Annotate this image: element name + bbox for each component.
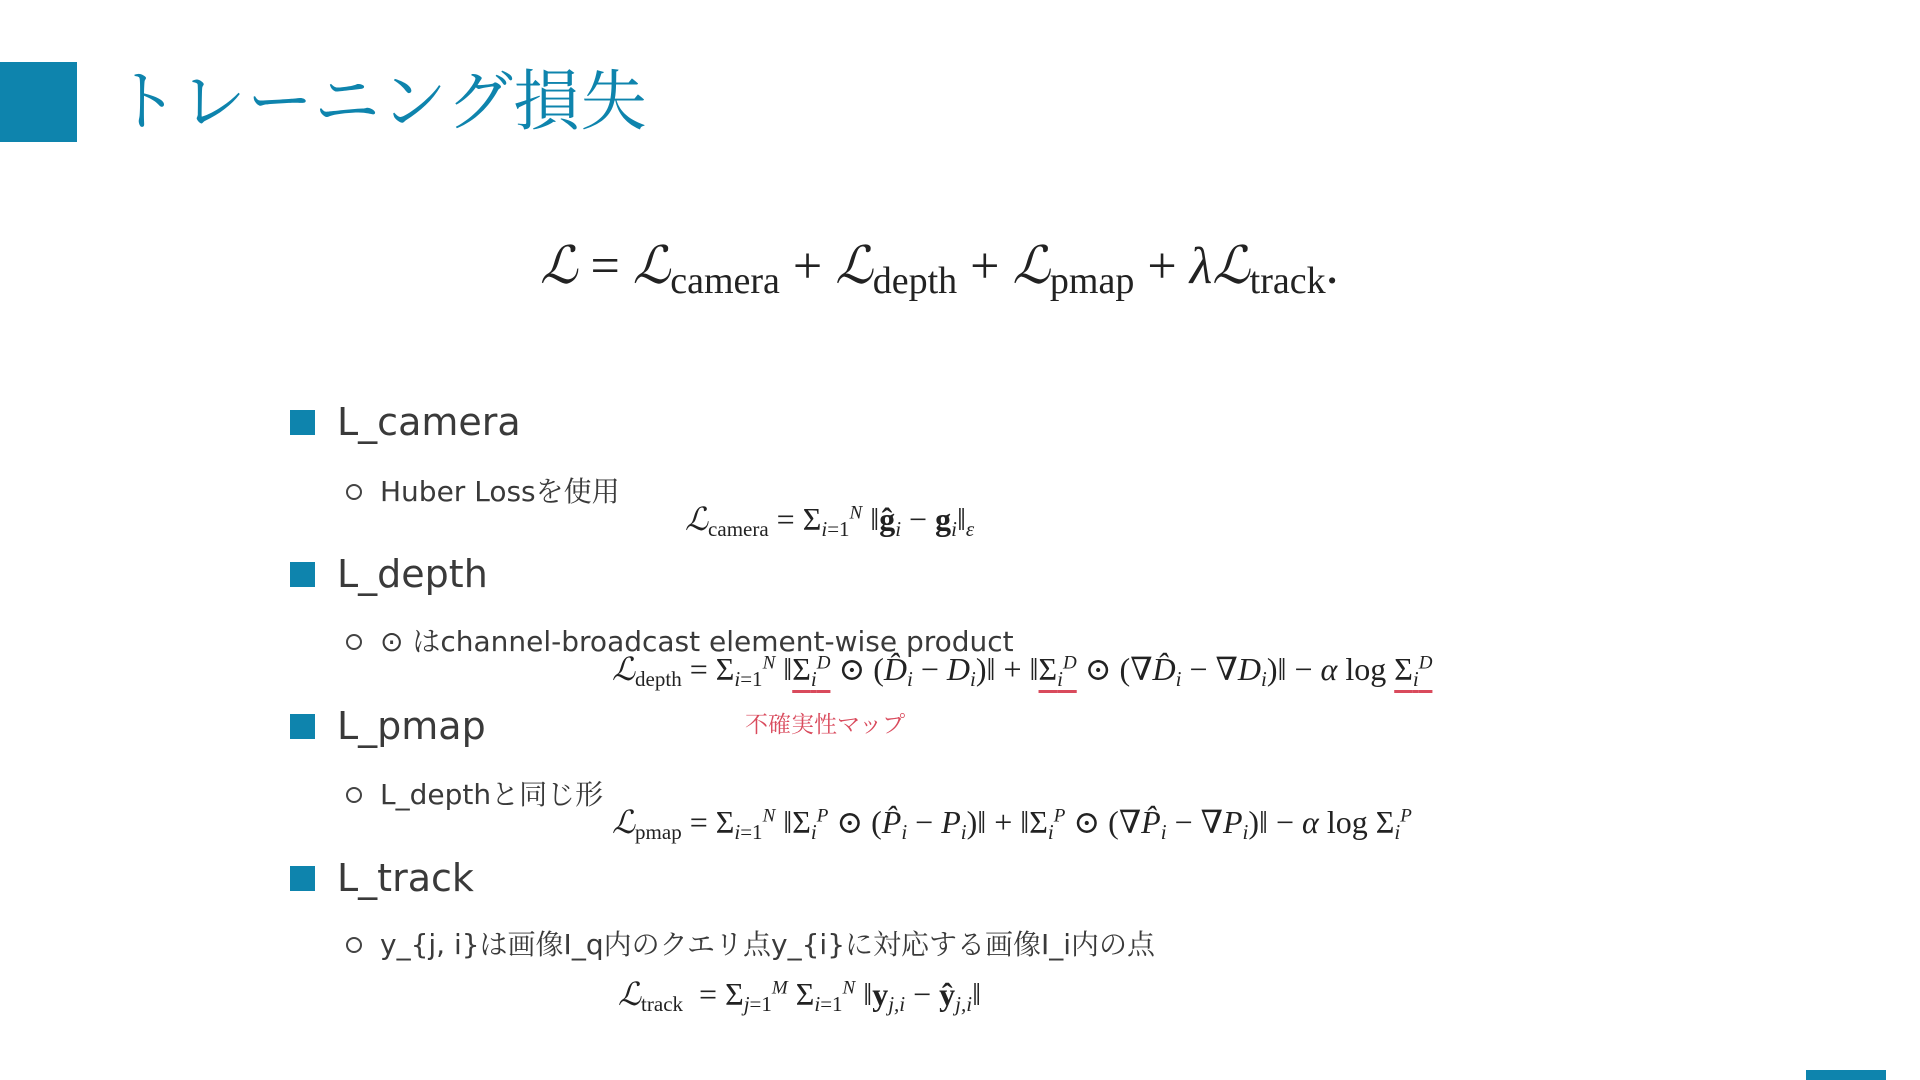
- bullet-label: L_pmap: [337, 704, 486, 748]
- uncertainty-map-note: 不確実性マップ: [745, 712, 906, 738]
- sub-bullet-text: y_{j, i}は画像I_q内のクエリ点y_{i}に対応する画像I_i内の点: [380, 928, 1156, 961]
- sub-bullet-camera: [346, 470, 620, 510]
- circle-bullet-icon: [346, 937, 362, 953]
- corner-accent-block: [1806, 1070, 1886, 1080]
- equation-pmap: ℒ$_{pmap}$ = $\Sigma_{i=1}^N$ $‖\Sigma_i^P$ ⊙ ($P̂_i$ − $P_i)‖$ + $‖\Sigma_i^P$ ⊙ ($\nabla P̂_i$ − $\nabla P_i)‖ - \alpha$ $\log \Sigma_i^P$: [612, 804, 1412, 844]
- equation-depth: ℒ$_{depth}$ = $\Sigma_{i=1}^N$ $‖\Sigma_i^D$ ⊙ ($D̂_i$ − $D_i)‖$ + $‖\Sigma_i^D$ ⊙ ($\nabla D̂_i$ − $\nabla D_i)‖ - \alpha$ $\log \Sigma_i^D$: [612, 651, 1433, 691]
- bullet-label: L_depth: [337, 552, 488, 596]
- bullet-l-track: [290, 856, 474, 900]
- square-bullet-icon: [290, 714, 315, 739]
- equation-track: ℒ$_{track}$ = $\Sigma_{j=1}^M$ $\Sigma_{i=1}^N$ $‖y_{j,i}$ − $ŷ_{j,i}‖$: [618, 976, 982, 1016]
- bullet-label: L_track: [337, 856, 474, 900]
- main-loss-equation: ℒ = ℒ$_{camera}$ + ℒ$_{depth}$ + ℒ$_{pmap}$ + λℒ$_{track}$.: [540, 238, 1339, 302]
- bullet-l-camera: [290, 400, 521, 444]
- slide-title: トレーニング損失: [113, 63, 648, 140]
- circle-bullet-icon: [346, 634, 362, 650]
- sub-bullet-track: [346, 923, 1155, 963]
- sub-bullet-text: Huber Lossを使用: [380, 475, 620, 508]
- sub-bullet-pmap: [346, 773, 603, 813]
- equation-camera: ℒ$_{camera}$ = $\Sigma_{i=1}^N$ $‖ĝ_i$ − $g_i‖_\varepsilon$: [685, 501, 975, 541]
- square-bullet-icon: [290, 866, 315, 891]
- title-accent-block: [0, 62, 77, 142]
- circle-bullet-icon: [346, 787, 362, 803]
- circle-bullet-icon: [346, 484, 362, 500]
- bullet-l-depth: [290, 552, 488, 596]
- sub-bullet-text: ⊙ はchannel-broadcast element-wise product: [380, 625, 1014, 658]
- bullet-l-pmap: [290, 704, 486, 748]
- square-bullet-icon: [290, 410, 315, 435]
- bullet-label: L_camera: [337, 400, 521, 444]
- square-bullet-icon: [290, 562, 315, 587]
- sub-bullet-text: L_depthと同じ形: [380, 778, 604, 811]
